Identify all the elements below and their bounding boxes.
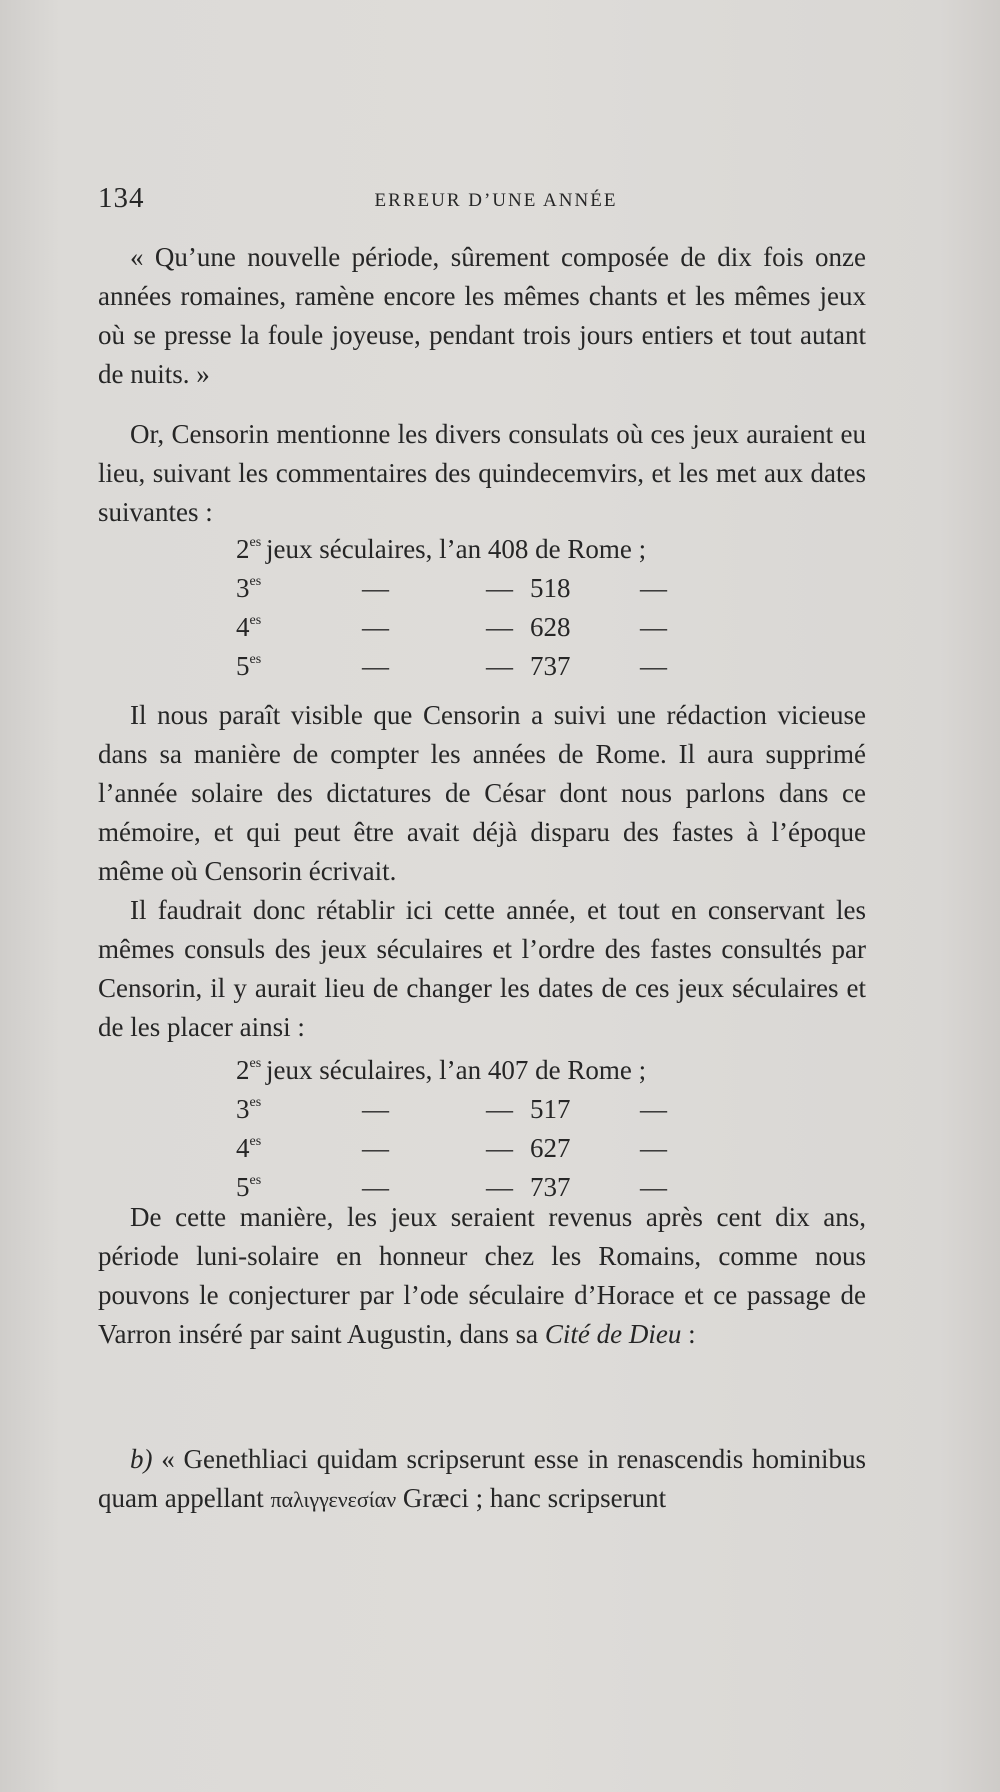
ditto-dash: — bbox=[486, 1133, 513, 1163]
ditto-dash: — bbox=[362, 612, 389, 642]
book-title-italic: Cité de Dieu bbox=[544, 1319, 682, 1349]
running-title: ERREUR D’UNE ANNÉE bbox=[374, 190, 618, 211]
ditto-dash: — bbox=[486, 651, 513, 681]
list-item bbox=[236, 573, 736, 612]
greek-word: παλιγγενεσίαν bbox=[270, 1487, 397, 1512]
ordinal: $2^{es}$ bbox=[236, 1055, 262, 1085]
ordinal: $5^{es}$ bbox=[236, 651, 262, 681]
ditto-dash: — bbox=[362, 1094, 389, 1124]
analysis-paragraph-2: Il faudrait donc rétablir ici cette année, et tout en conservant les mêmes consuls des jeux séculaires et l’ordre des fastes consultés par Censorin, il y aurait lieu de changer les dates de ces jeux séculaires et de les placer ainsi : bbox=[98, 895, 866, 1042]
list-item bbox=[236, 651, 736, 690]
ordinal: $4^{es}$ bbox=[236, 612, 262, 642]
ditto-dash: — bbox=[640, 1133, 667, 1163]
year-value: 628 bbox=[530, 612, 571, 642]
ordinal: $5^{es}$ bbox=[236, 1172, 262, 1202]
dates-list-censorin bbox=[236, 534, 736, 690]
ditto-dash: — bbox=[362, 1172, 389, 1202]
list-label: jeux séculaires, l’an 407 de Rome ; bbox=[266, 1055, 647, 1085]
page-number: 134 bbox=[98, 182, 145, 214]
item-marker: b) bbox=[130, 1444, 153, 1474]
ditto-dash: — bbox=[362, 1133, 389, 1163]
year-value: 518 bbox=[530, 573, 571, 603]
ditto-dash: — bbox=[640, 1094, 667, 1124]
ditto-dash: — bbox=[486, 612, 513, 642]
list-item bbox=[236, 612, 736, 651]
list-item bbox=[236, 1055, 736, 1094]
ditto-dash: — bbox=[640, 651, 667, 681]
analysis-block bbox=[98, 696, 866, 1047]
list-item bbox=[236, 1133, 736, 1172]
quote-block bbox=[98, 238, 866, 394]
censorin-intro bbox=[98, 415, 866, 532]
latin-quote-paragraph: b) « Genethliaci quidam scripserunt esse in renascendis hominibus quam appellant παλιγγενεσίαν Græci ; hanc scripserunt bbox=[98, 1444, 866, 1513]
year-value: 627 bbox=[530, 1133, 571, 1163]
censorin-paragraph: Or, Censorin mentionne les divers consulats où ces jeux auraient eu lieu, suivant les commentaires des quindecemvirs, et les met aux dates suivantes : bbox=[98, 419, 866, 527]
ditto-dash: — bbox=[640, 1172, 667, 1202]
conclusion-block bbox=[98, 1198, 866, 1354]
year-value: 737 bbox=[530, 1172, 571, 1202]
list-item bbox=[236, 1094, 736, 1133]
ditto-dash: — bbox=[640, 612, 667, 642]
ordinal: $3^{es}$ bbox=[236, 573, 262, 603]
list-item bbox=[236, 534, 736, 573]
ditto-dash: — bbox=[486, 1172, 513, 1202]
ditto-dash: — bbox=[640, 573, 667, 603]
ordinal: $2^{es}$ bbox=[236, 534, 262, 564]
conclusion-paragraph: De cette manière, les jeux seraient revenus après cent dix ans, période luni-solaire en honneur chez les Romains, comme nous pouvons le conjecturer par l’ode séculaire d’Horace et ce passage de Varron inséré par saint Augustin, dans sa Cité de Dieu : bbox=[98, 1202, 866, 1349]
ditto-dash: — bbox=[486, 573, 513, 603]
dates-list-corrected bbox=[236, 1055, 736, 1211]
analysis-paragraph-1: Il nous paraît visible que Censorin a suivi une rédaction vicieuse dans sa manière de compter les années de Rome. Il aura supprimé l’année solaire des dictatures de César dont nous parlons dans ce mémoire, et qui peut être avait déjà disparu des fastes à l’époque même où Censorin écrivait. bbox=[98, 700, 866, 886]
ditto-dash: — bbox=[486, 1094, 513, 1124]
year-value: 517 bbox=[530, 1094, 571, 1124]
ordinal: $3^{es}$ bbox=[236, 1094, 262, 1124]
list-label: jeux séculaires, l’an 408 de Rome ; bbox=[266, 534, 647, 564]
year-value: 737 bbox=[530, 651, 571, 681]
ditto-dash: — bbox=[362, 651, 389, 681]
ordinal: $4^{es}$ bbox=[236, 1133, 262, 1163]
page-header bbox=[98, 182, 894, 226]
quote-paragraph: « Qu’une nouvelle période, sûrement composée de dix fois onze années romaines, ramène encore les mêmes chants et les mêmes jeux où se presse la foule joyeuse, pendant trois jours entiers et tout autant de nuits. » bbox=[98, 242, 866, 389]
latin-quote-block bbox=[98, 1440, 866, 1519]
ditto-dash: — bbox=[362, 573, 389, 603]
